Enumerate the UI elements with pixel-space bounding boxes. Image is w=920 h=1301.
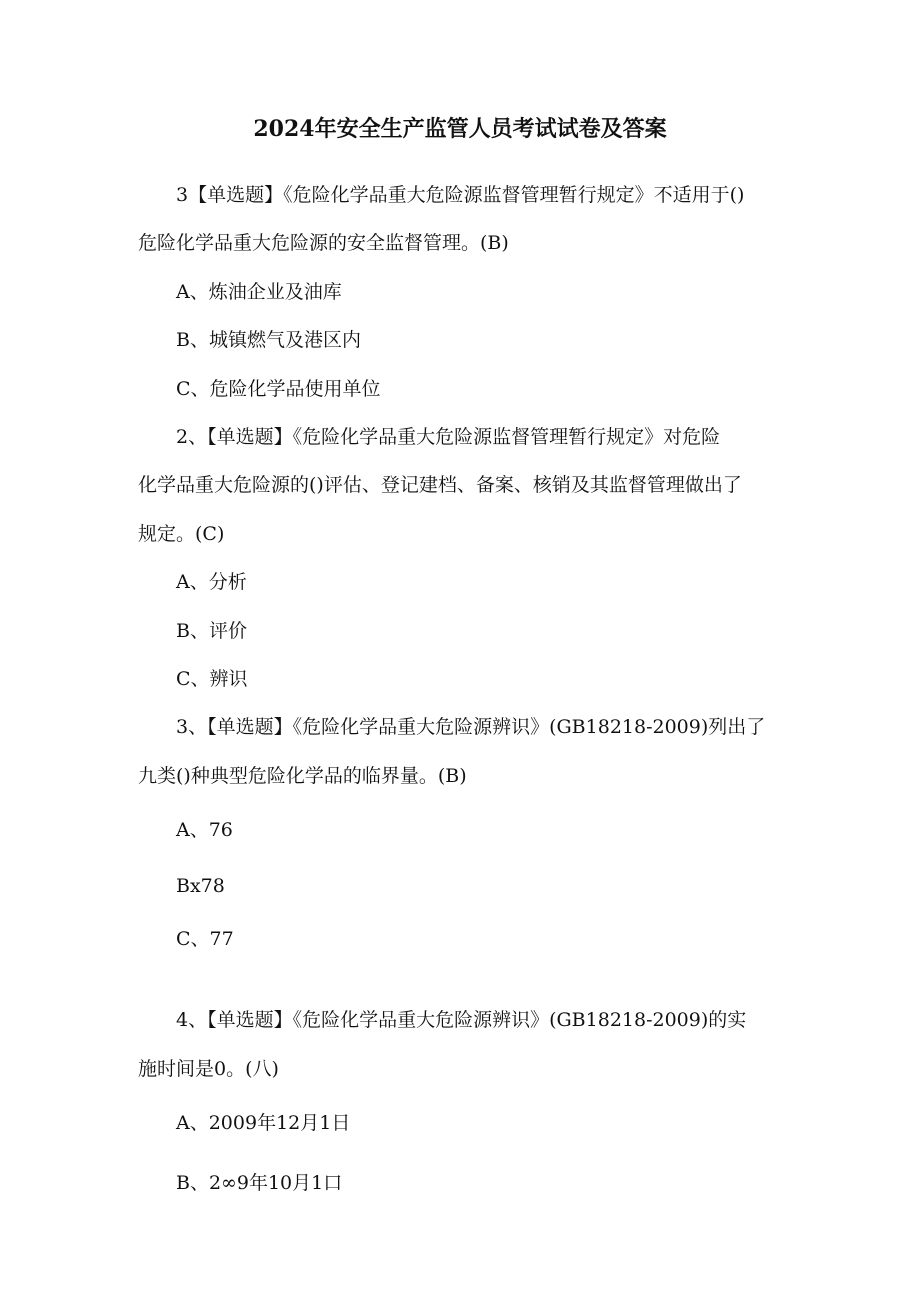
question-2-option-b: B、评价 (176, 620, 247, 642)
question-4-option-b: B、2∞9年10月1口 (176, 1172, 343, 1194)
question-1-option-b: B、城镇燃气及港区内 (176, 329, 361, 351)
question-2-option-c: C、辨识 (176, 668, 248, 690)
question-2-line-1: 2、【单选题】《危险化学品重大危险源监督管理暂行规定》对危险 (176, 426, 721, 448)
question-1-line-1: 3【单选题】《危险化学品重大危险源监督管理暂行规定》不适用于() (176, 184, 745, 206)
question-3-option-c: C、77 (176, 928, 234, 950)
question-1-option-c: C、危险化学品使用单位 (176, 378, 381, 400)
question-3-line-1: 3、【单选题】《危险化学品重大危险源辨识》(GB18218-2009)列出了 (176, 716, 766, 738)
question-1-option-a: A、炼油企业及油库 (176, 281, 342, 303)
question-3-line-2: 九类()种典型危险化学品的临界量。(B) (138, 765, 467, 787)
question-4-line-1: 4、【单选题】《危险化学品重大危险源辨识》(GB18218-2009)的实 (176, 1009, 747, 1031)
question-2-line-3: 规定。(C) (138, 523, 225, 545)
question-1-line-2: 危险化学品重大危险源的安全监督管理。(B) (138, 232, 509, 254)
question-2-line-2: 化学品重大危险源的()评估、登记建档、备案、核销及其监督管理做出了 (138, 474, 742, 496)
question-4-option-a: A、2009年12月1日 (176, 1112, 351, 1134)
question-3-option-a: A、76 (176, 819, 233, 841)
question-2-option-a: A、分析 (176, 571, 247, 593)
question-3-option-b: Bx78 (176, 875, 225, 897)
document-title: 2024年安全生产监管人员考试试卷及答案 (253, 116, 667, 142)
question-4-line-2: 施时间是0。(八) (138, 1058, 279, 1080)
